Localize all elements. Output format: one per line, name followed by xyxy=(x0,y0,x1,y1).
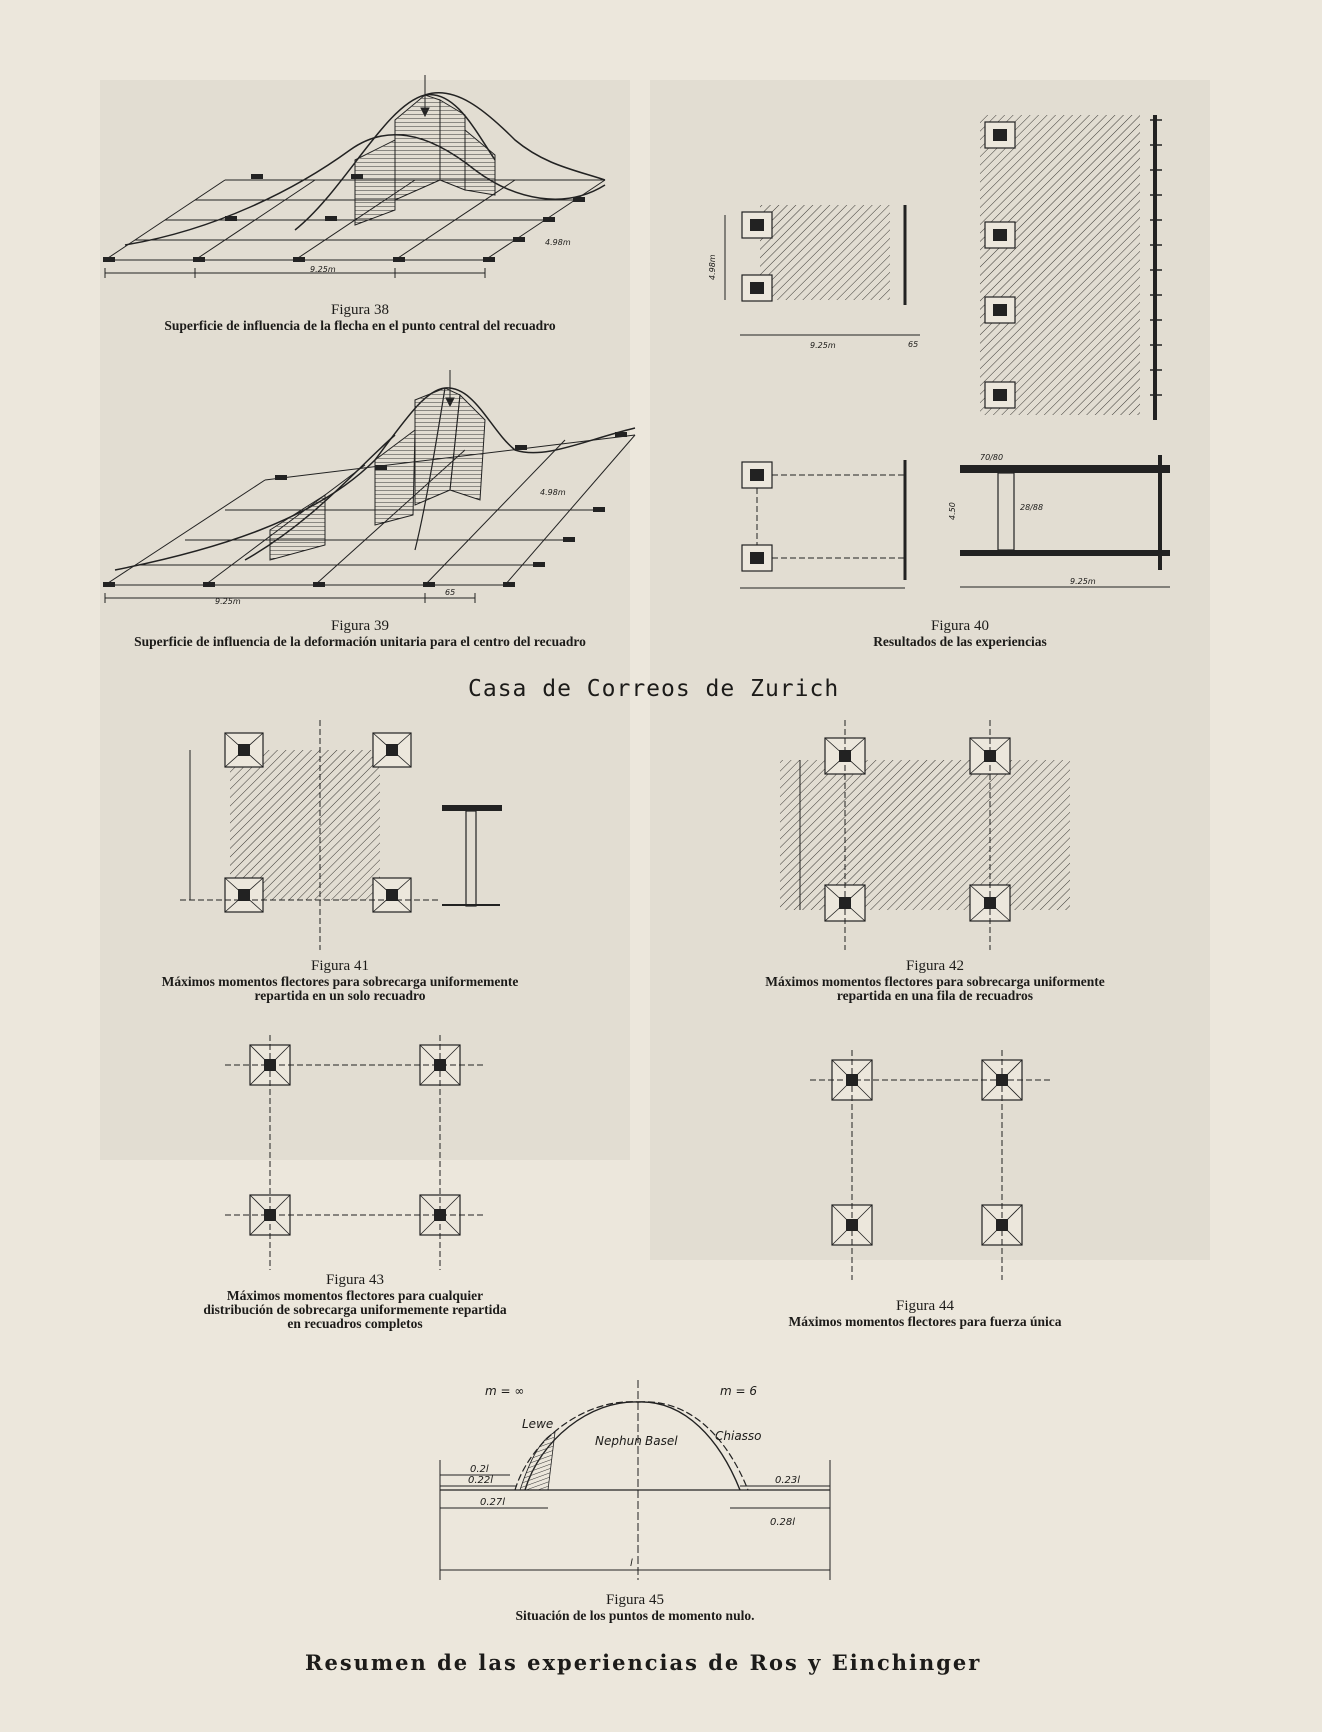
fig40-dim-storey: 4.50 xyxy=(948,502,957,520)
fig45-m-left: m = ∞ xyxy=(485,1384,525,1398)
figure-39-drawing xyxy=(95,370,640,610)
figure-41-drawing xyxy=(180,720,560,950)
fig40-dim-height: 4.98m xyxy=(708,254,717,280)
figure-41-number: Figura 41 xyxy=(311,958,369,974)
fig39-dim-col: 65 xyxy=(445,588,456,597)
figure-38-drawing xyxy=(95,70,640,290)
figure-45-drawing xyxy=(430,1380,840,1590)
figure-38-number: Figura 38 xyxy=(331,302,389,318)
figure-45-caption xyxy=(440,1592,830,1623)
figure-40-caption xyxy=(760,618,1160,649)
fig45-dim-022l: 0.22l xyxy=(468,1475,494,1486)
figure-41-caption xyxy=(140,958,540,1003)
figure-44-drawing xyxy=(800,1050,1060,1285)
figure-45-text: Situación de los puntos de momento nulo. xyxy=(515,1608,755,1623)
fig38-dim-span: 9.25m xyxy=(310,265,336,274)
fig40-dim-span-2: 9.25m xyxy=(1070,577,1096,586)
fig40-dim-column: 28/88 xyxy=(1020,503,1044,512)
fig45-dim-028l: 0.28l xyxy=(770,1517,796,1528)
fig45-m-right: m = 6 xyxy=(720,1384,758,1398)
fig45-label-chiasso: Chiasso xyxy=(715,1429,762,1443)
fig39-dim-span: 9.25m xyxy=(215,597,241,606)
figure-42-caption xyxy=(740,958,1130,1003)
figure-40-text: Resultados de las experiencias xyxy=(873,634,1047,649)
figure-45-number: Figura 45 xyxy=(606,1592,664,1608)
figure-39-text: Superficie de influencia de la deformación unitaria para el centro del recuadro xyxy=(134,634,586,649)
figure-39-number: Figura 39 xyxy=(331,618,389,634)
fig40-dim-col-1: 65 xyxy=(908,340,919,349)
fig45-dim-023l: 0.23l xyxy=(775,1475,801,1486)
figure-43-text: Máximos momentos flectores para cualquier distribución de sobrecarga uniformemente repartida en recuadros completos xyxy=(203,1288,507,1331)
figure-42-text: Máximos momentos flectores para sobrecarga uniformente repartida en una fila de recuadros xyxy=(765,974,1105,1003)
figure-44-number: Figura 44 xyxy=(896,1298,954,1314)
figure-38-text: Superficie de influencia de la flecha en el punto central del recuadro xyxy=(164,318,556,333)
fig39-dim-width: 4.98m xyxy=(540,488,566,497)
figure-44-text: Máximos momentos flectores para fuerza única xyxy=(788,1314,1062,1329)
figure-40-number: Figura 40 xyxy=(931,618,989,634)
figure-42-number: Figura 42 xyxy=(906,958,964,974)
fig45-label-lewe: Lewe xyxy=(522,1417,554,1431)
fig45-dim-l: l xyxy=(630,1558,633,1569)
fig45-dim-02l: 0.2l xyxy=(470,1464,489,1475)
fig40-dim-capital: 70/80 xyxy=(980,453,1004,462)
fig40-dim-span-1: 9.25m xyxy=(810,341,836,350)
fig38-dim-width: 4.98m xyxy=(545,238,571,247)
figure-42-drawing xyxy=(780,720,1080,950)
fig45-label-nephun: Nephun xyxy=(595,1434,642,1448)
figure-39-caption xyxy=(110,618,610,649)
figure-40-drawing xyxy=(680,100,1180,600)
fig45-label-basel: Basel xyxy=(645,1434,678,1448)
figure-44-caption xyxy=(760,1298,1090,1329)
figure-43-drawing xyxy=(225,1035,485,1270)
bottom-title: Resumen de las experiencias de Ros y Einchinger xyxy=(305,1650,982,1675)
section-title: Casa de Correos de Zurich xyxy=(468,676,840,702)
figure-38-caption xyxy=(110,302,610,333)
figure-43-number: Figura 43 xyxy=(326,1272,384,1288)
fig45-dim-027l: 0.27l xyxy=(480,1497,506,1508)
figure-43-caption xyxy=(200,1272,510,1331)
figure-41-text: Máximos momentos flectores para sobrecarga uniformemente repartida en un solo recuadro xyxy=(161,974,519,1003)
